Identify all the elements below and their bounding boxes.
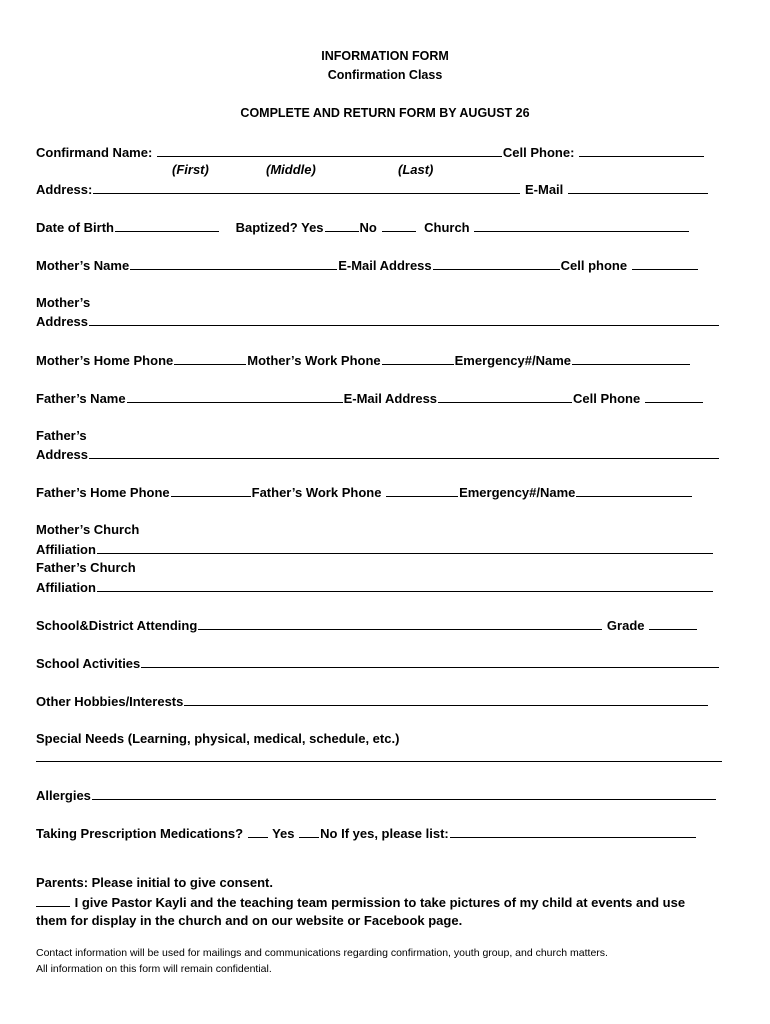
photo-consent-text-line1: I give Pastor Kayli and the teaching team permission to take pictures of my child at events and use xyxy=(74,895,686,910)
confirmand-name-label: Confirmand Name: xyxy=(36,145,153,160)
father-name-label: Father’s Name xyxy=(36,391,126,406)
cell-phone-label: Cell Phone: xyxy=(502,145,575,160)
first-name-caption: (First) xyxy=(172,162,209,177)
baptized-no-field[interactable] xyxy=(382,219,416,232)
father-email-label: E-Mail Address xyxy=(343,391,438,406)
special-needs-label: Special Needs (Learning, physical, medical, schedule, etc.) xyxy=(36,731,400,746)
mother-home-phone-field[interactable] xyxy=(174,352,246,365)
school-activities-row xyxy=(36,655,720,672)
email-field[interactable] xyxy=(568,181,708,194)
hobbies-row xyxy=(36,693,709,710)
footer-note-contact: Contact information will be used for mailings and communications regarding confirmation, youth group, and church matters. xyxy=(36,947,608,959)
father-affiliation-label: Affiliation xyxy=(36,580,96,595)
dob-row xyxy=(36,219,690,236)
mother-affiliation-field[interactable] xyxy=(97,541,713,554)
dob-label: Date of Birth xyxy=(36,220,114,235)
allergies-row xyxy=(36,787,717,804)
prescription-no-field[interactable] xyxy=(299,825,319,838)
form-subtitle: Confirmation Class xyxy=(327,68,443,82)
photo-consent-initial-field[interactable] xyxy=(36,894,70,907)
special-needs-field[interactable] xyxy=(36,761,722,762)
address-field[interactable] xyxy=(93,181,520,194)
baptized-yes-field[interactable] xyxy=(325,219,359,232)
form-title: INFORMATION FORM xyxy=(321,49,449,63)
mother-name-row xyxy=(36,257,699,274)
hobbies-label: Other Hobbies/Interests xyxy=(36,694,184,709)
grade-field[interactable] xyxy=(649,617,697,630)
allergies-field[interactable] xyxy=(92,787,716,800)
mother-cell-field[interactable] xyxy=(632,257,698,270)
father-cell-label: Cell Phone xyxy=(573,391,641,406)
church-label: Church xyxy=(424,220,470,235)
email-label: E-Mail xyxy=(524,182,564,197)
prescription-yes-label: Yes xyxy=(272,826,295,841)
father-work-phone-field[interactable] xyxy=(386,484,458,497)
last-name-caption: (Last) xyxy=(398,162,434,177)
school-district-label: School&District Attending xyxy=(36,618,198,633)
father-phones-row xyxy=(36,484,693,501)
mother-affiliation-row xyxy=(36,541,714,558)
mother-email-field[interactable] xyxy=(433,257,560,270)
father-email-field[interactable] xyxy=(438,390,572,403)
photo-consent-row xyxy=(36,894,685,911)
church-field[interactable] xyxy=(474,219,689,232)
father-emergency-label: Emergency#/Name xyxy=(459,485,576,500)
father-name-field[interactable] xyxy=(127,390,343,403)
form-deadline: COMPLETE AND RETURN FORM BY AUGUST 26 xyxy=(240,106,530,120)
father-affiliation-field[interactable] xyxy=(97,579,713,592)
allergies-label: Allergies xyxy=(36,788,91,803)
prescription-list-field[interactable] xyxy=(450,825,696,838)
father-home-phone-label: Father’s Home Phone xyxy=(36,485,170,500)
father-address-label: Address xyxy=(36,447,89,462)
mother-name-label: Mother’s Name xyxy=(36,258,130,273)
mother-phones-row xyxy=(36,352,691,369)
father-home-phone-field[interactable] xyxy=(171,484,251,497)
mother-church-caption: Mother’s Church xyxy=(36,522,140,537)
mother-cell-label: Cell phone xyxy=(560,258,628,273)
school-district-field[interactable] xyxy=(198,617,602,630)
hobbies-field[interactable] xyxy=(184,693,708,706)
photo-consent-text-line2: them for display in the church and on our website or Facebook page. xyxy=(36,913,463,928)
mother-work-phone-field[interactable] xyxy=(382,352,454,365)
mother-address-label: Address xyxy=(36,314,89,329)
confirmand-cell-phone-field[interactable] xyxy=(579,144,704,157)
footer-note-confidential: All information on this form will remain confidential. xyxy=(36,963,272,975)
father-affiliation-row xyxy=(36,579,714,596)
mother-emergency-field[interactable] xyxy=(572,352,690,365)
confirmand-name-field[interactable] xyxy=(157,144,502,157)
mother-address-caption: Mother’s xyxy=(36,295,91,310)
school-row xyxy=(36,617,698,634)
mother-emergency-label: Emergency#/Name xyxy=(454,353,571,368)
school-activities-field[interactable] xyxy=(141,655,719,668)
mother-address-row xyxy=(36,313,720,330)
dob-field[interactable] xyxy=(115,219,219,232)
confirmand-name-row xyxy=(36,144,705,161)
prescription-row xyxy=(36,825,697,842)
middle-name-caption: (Middle) xyxy=(266,162,316,177)
mother-email-label: E-Mail Address xyxy=(338,258,432,273)
father-work-phone-label: Father’s Work Phone xyxy=(251,485,382,500)
father-cell-field[interactable] xyxy=(645,390,703,403)
father-emergency-field[interactable] xyxy=(576,484,692,497)
father-address-field[interactable] xyxy=(89,446,719,459)
mother-affiliation-label: Affiliation xyxy=(36,542,96,557)
prescription-label: Taking Prescription Medications? xyxy=(36,826,244,841)
consent-heading: Parents: Please initial to give consent. xyxy=(36,875,273,890)
mother-home-phone-label: Mother’s Home Phone xyxy=(36,353,174,368)
father-address-row xyxy=(36,446,720,463)
father-address-caption: Father’s xyxy=(36,428,87,443)
baptized-no-label: No xyxy=(359,220,377,235)
address-label: Address: xyxy=(36,182,93,197)
address-row xyxy=(36,181,709,198)
grade-label: Grade xyxy=(606,618,645,633)
father-name-row xyxy=(36,390,704,407)
prescription-yes-field[interactable] xyxy=(248,825,268,838)
school-activities-label: School Activities xyxy=(36,656,141,671)
mother-name-field[interactable] xyxy=(130,257,337,270)
father-church-caption: Father’s Church xyxy=(36,560,136,575)
prescription-no-label: No If yes, please list: xyxy=(320,826,449,841)
baptized-label: Baptized? Yes xyxy=(235,220,324,235)
mother-work-phone-label: Mother’s Work Phone xyxy=(247,353,381,368)
mother-address-field[interactable] xyxy=(89,313,719,326)
